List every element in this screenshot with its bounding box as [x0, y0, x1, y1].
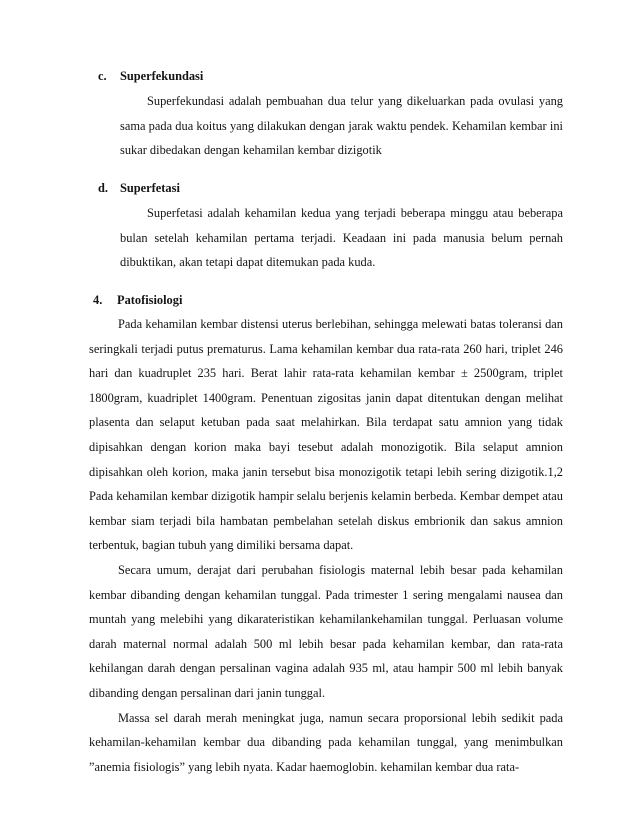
heading-title: Superfekundasi	[120, 69, 204, 83]
heading-number: 4.	[93, 293, 103, 307]
paragraph: Pada kehamilan kembar distensi uterus berlebihan, sehingga melewati batas toleransi dan seringkali terjadi putus prematurus. Lama kehamilan kembar dua rata-rata 260 hari, triplet 246 hari dan kuadruplet 235 hari. Berat lahir rata-rata kehamilan kembar ± 2500gram, triplet 1800gram, kuadriplet 1400gram. Penentuan zigositas janin dapat ditentukan dengan melihat plasenta dan selaput ketuban pada saat melahirkan. Bila terdapat satu amnion yang tidak dipisahkan dengan korion maka bayi tesebut adalah monozigotik. Bila selaput amnion dipisahkan oleh korion, maka janin tersebut bisa monozigotik tetapi lebih sering dizigotik.1,2 Pada kehamilan kembar dizigotik hampir selalu berjenis kelamin berbeda. Kembar dempet atau kembar siam terjadi bila hambatan pembelahan setelah diskus embrionik dan sakus amnion terbentuk, bagian tubuh yang dimiliki bersama dapat.	[89, 317, 563, 553]
paragraph: Secara umum, derajat dari perubahan fisiologis maternal lebih besar pada kehamilan kembar dibanding dengan kehamilan tunggal. Pada trimester 1 sering mengalami nausea dan muntah yang melebihi yang dikarateristikan kehamilankehamilan tunggal. Perluasan volume darah maternal normal adalah 500 ml lebih besar pada kehamilan kembar, dan rata-rata kehilangan darah dengan persalinan vagina adalah 935 ml, atau hampir 500 ml lebih banyak dibanding dengan persalinan dari janin tunggal.	[89, 562, 563, 700]
heading-superfetasi	[98, 176, 180, 201]
paragraph: Massa sel darah merah meningkat juga, namun secara proporsional lebih sedikit pada kehamilan-kehamilan kembar dua dibanding pada kehamilan tunggal, yang menimbulkan ”anemia fisiologis” yang lebih nyata. Kadar haemoglobin. kehamilan kembar dua rata-	[89, 710, 563, 774]
heading-number: c.	[98, 69, 107, 83]
section-4-body	[89, 312, 563, 779]
section-c-body	[120, 89, 563, 163]
heading-number: d.	[98, 181, 108, 195]
section-d-body	[120, 201, 563, 275]
paragraph: Superfetasi adalah kehamilan kedua yang terjadi beberapa minggu atau beberapa bulan setelah kehamilan pertama terjadi. Keadaan ini pada manusia belum pernah dibuktikan, akan tetapi dapat ditemukan pada kuda.	[120, 206, 563, 270]
heading-patofisiologi	[93, 288, 182, 313]
heading-title: Superfetasi	[120, 181, 180, 195]
heading-superfekundasi	[98, 64, 203, 89]
heading-title: Patofisiologi	[117, 293, 183, 307]
paragraph: Superfekundasi adalah pembuahan dua telur yang dikeluarkan pada ovulasi yang sama pada dua koitus yang dilakukan dengan jarak waktu pendek. Kehamilan kembar ini sukar dibedakan dengan kehamilan kembar dizigotik	[120, 94, 563, 158]
